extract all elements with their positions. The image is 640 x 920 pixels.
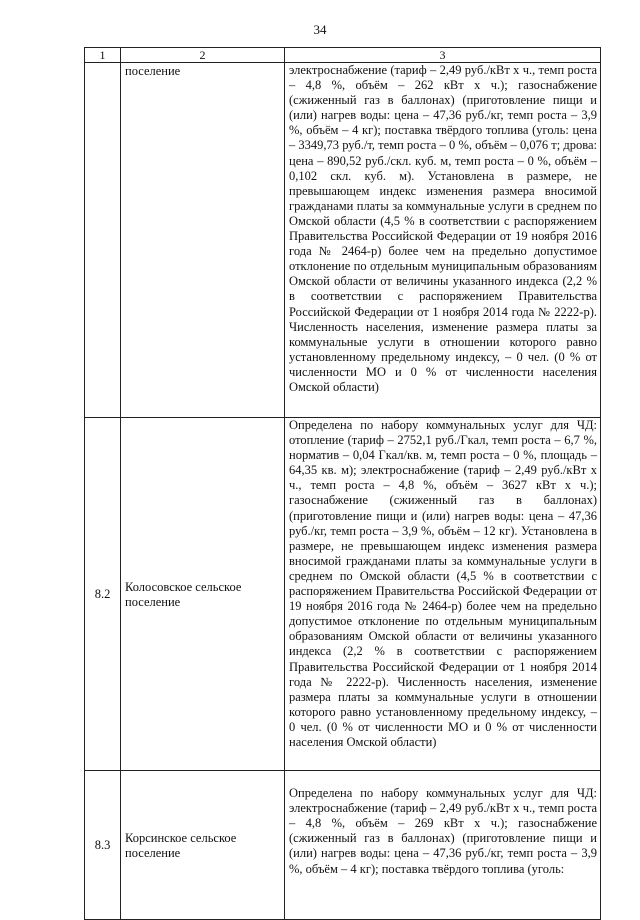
- row-number: 8.3: [85, 771, 121, 920]
- settlement-name: Корсинское сельское поселение: [121, 771, 285, 920]
- tariff-table: [84, 47, 601, 920]
- table-row: [85, 63, 601, 418]
- column-header-3: 3: [285, 48, 601, 63]
- row-description: Определена по набору коммунальных услуг для ЧД: электроснабжение (тариф – 2,49 руб./кВт х ч., темп роста – 4,8 %, объём – 269 кВт х ч.); газоснабжение (сжиженный газ в баллонах) (приготовление пищи и (или) нагрев воды: цена – 47,36 руб./кг, темп роста – 3,9 %, объём – 4 кг); поставка твёрдого топлива (уголь:: [289, 786, 597, 876]
- table-header-row: [85, 48, 601, 63]
- column-header-1: 1: [85, 48, 121, 63]
- row-description: Определена по набору коммунальных услуг для ЧД: отопление (тариф – 2752,1 руб./Гкал, темп роста – 6,7 %, норматив – 0,04 Гкал/кв. м, темп роста – 0 %, площадь – 64,35 кв. м); электроснабжение (тариф – 2,49 руб./кВт х ч., темп роста – 4,8 %, объём – 3627 кВт х ч.); газоснабжение (сжиженный газ в баллонах) (приготовление пищи и (или) нагрев воды: цена – 47,36 руб./кг, темп роста – 3,9 %, объём – 12 кг). Установлена в размере, не превышающем индекс изменения размера вносимой гражданами платы за коммунальные услуги в среднем по Омской области (4,5 % в соответствии с распоряжением Правительства Российской Федерации от 19 ноября 2016 года № 2464-р) более чем на предельно допустимое отклонение по отдельным муниципальным образованиям Омской области от величины указанного индекса (2,2 % в соответствии с распоряжением Правительства Российской Федерации от 1 ноября 2014 года № 2222-р). Численность населения, изменение размера платы за коммунальные услуги в отношении которого равно установленному предельному индексу, – 0 чел. (0 % от численности МО и 0 % от численности населения Омской области): [285, 418, 601, 771]
- settlement-name: Колосовское сельское поселение: [121, 418, 285, 771]
- page-number: 34: [313, 22, 327, 37]
- table-row: [85, 418, 601, 771]
- row-description-cell: [285, 771, 601, 920]
- column-header-2: 2: [121, 48, 285, 63]
- table-row: [85, 771, 601, 920]
- row-number: 8.2: [85, 418, 121, 771]
- row-number: [85, 63, 121, 418]
- settlement-name: поселение: [121, 63, 285, 418]
- row-description: электроснабжение (тариф – 2,49 руб./кВт х ч., темп роста – 4,8 %, объём – 262 кВт х ч.); газоснабжение (сжиженный газ в баллонах) (приготовление пищи и (или) нагрев воды: цена – 47,36 руб./кг, темп роста – 3,9 %, объём – 4 кг); поставка твёрдого топлива (уголь: цена – 3349,73 руб./т, темп роста – 0 %, объём – 0,076 т; дрова: цена – 890,52 руб./скл. куб. м, темп роста – 0 %, объём – 0,102 скл. куб. м). Установлена в размере, не превышающем индекс изменения размера вносимой гражданами платы за коммунальные услуги в среднем по Омской области (4,5 % в соответствии с распоряжением Правительства Российской Федерации от 19 ноября 2016 года № 2464-р) более чем на предельно допустимое отклонение по отдельным муниципальным образованиям Омской области от величины указанного индекса (2,2 % в соответствии с распоряжением Правительства Российской Федерации от 1 ноября 2014 года № 2222-р). Численность населения, изменение размера платы за коммунальные услуги в отношении которого равно установленному предельному индексу, – 0 чел. (0 % от численности МО и 0 % от численности населения Омской области): [285, 63, 601, 418]
